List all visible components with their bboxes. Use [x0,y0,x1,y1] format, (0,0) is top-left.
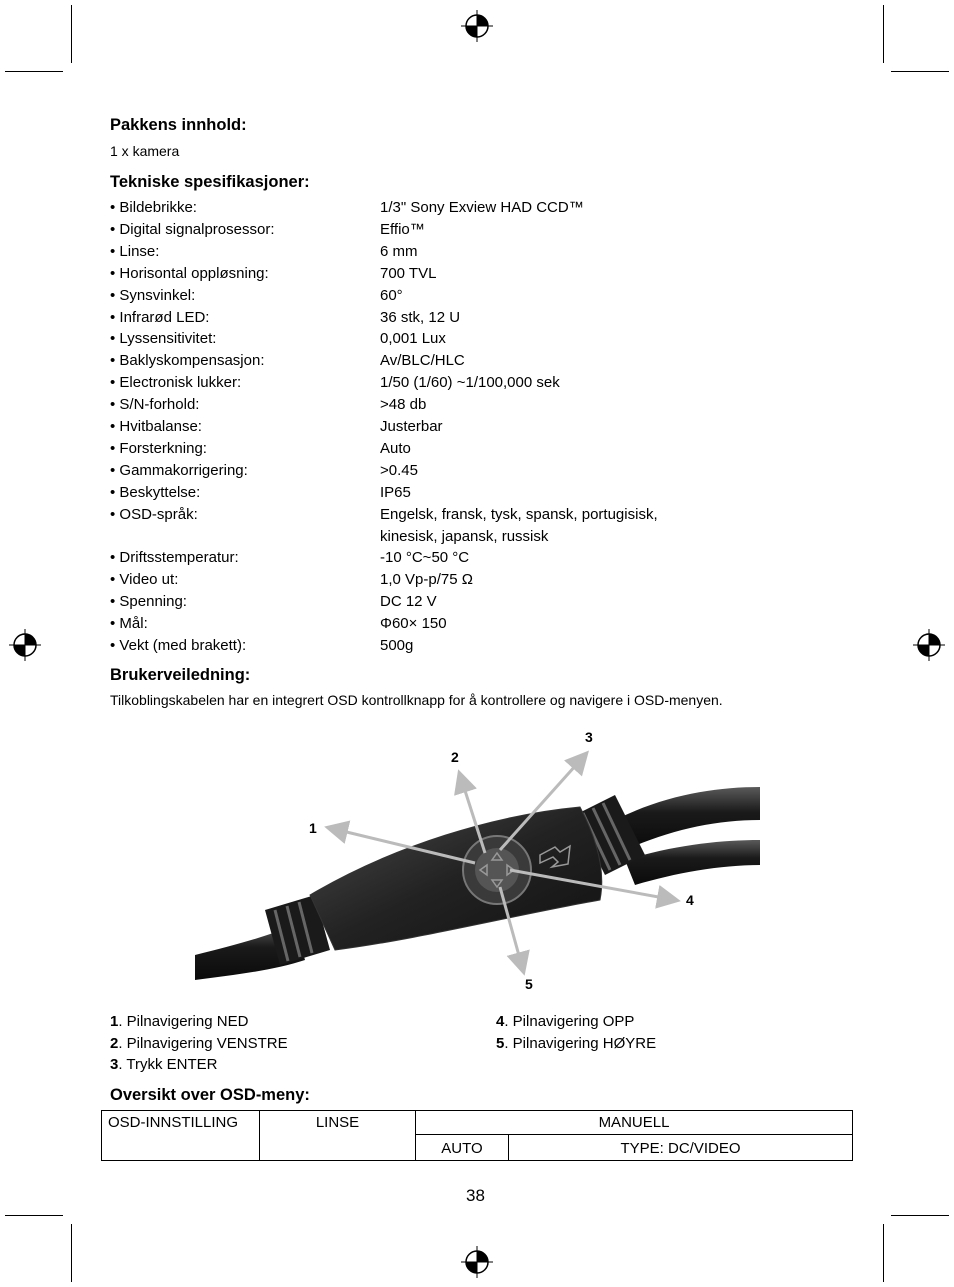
crop-mark [891,71,949,72]
registration-mark-icon [460,9,494,43]
osd-menu-table [101,1110,853,1161]
callout-1: 1 [309,820,317,836]
spec-label: • OSD-språk: [110,505,198,523]
callout-3: 3 [585,729,593,745]
spec-label: • Horisontal oppløsning: [110,264,269,282]
spec-value: >48 db [380,396,427,414]
osd-table-cell: MANUELL [416,1111,853,1135]
spec-label: • Digital signalprosessor: [110,220,275,238]
spec-label: • S/N-forhold: [110,396,200,414]
osd-control-cable-photo [195,725,765,995]
spec-label: • Hvitbalanse: [110,418,202,435]
osd-table-cell: OSD-INNSTILLING [102,1111,260,1161]
crop-mark [5,1215,63,1216]
contents-item: 1 x kamera [110,143,180,159]
registration-mark-icon [460,1245,494,1279]
osd-heading: Oversikt over OSD-meny: [110,1086,310,1104]
spec-value: 60° [380,286,403,304]
spec-value: Φ60× 150 [380,615,447,633]
spec-value: DC 12 V [380,593,437,611]
registration-mark-icon [912,628,946,662]
spec-value: 0,001 Lux [380,330,446,348]
spec-label: • Gammakorrigering: [110,461,248,479]
spec-value: 36 stk, 12 U [380,308,461,326]
callout-4: 4 [686,892,694,908]
spec-value: 1/50 (1/60) ~1/100,000 sek [380,374,560,392]
spec-value: IP65 [380,483,411,501]
crop-mark [891,1215,949,1216]
legend-item: 1. Pilnavigering NED [110,1013,249,1030]
legend-item: 3. Trykk ENTER [110,1056,218,1073]
contents-heading: Pakkens innhold: [110,116,247,134]
osd-table-cell: AUTO [416,1135,509,1161]
specs-heading: Tekniske spesifikasjoner: [110,173,310,191]
spec-value: Av/BLC/HLC [380,352,465,370]
spec-value: kinesisk, japansk, russisk [380,527,549,545]
guide-heading: Brukerveiledning: [110,666,251,684]
spec-label: • Infrarød LED: [110,308,210,326]
callout-2: 2 [451,749,459,765]
spec-label: • Mål: [110,615,148,633]
osd-table-cell: LINSE [260,1111,416,1161]
spec-value: 1,0 Vp-p/75 Ω [380,571,473,589]
page-number: 38 [466,1186,485,1205]
spec-value: Auto [380,439,411,457]
spec-value: 500g [380,637,414,654]
spec-value: Effio™ [380,220,425,238]
spec-label: • Vekt (med brakett): [110,637,247,654]
spec-label: • Linse: [110,242,160,260]
spec-value: 1/3" Sony Exview HAD CCD™ [380,199,584,216]
spec-label: • Electronisk lukker: [110,374,242,392]
spec-value: Justerbar [380,418,443,435]
crop-mark [5,71,63,72]
spec-label: • Baklyskompensasjon: [110,352,265,370]
registration-mark-icon [8,628,42,662]
osd-table-cell: TYPE: DC/VIDEO [509,1135,853,1161]
legend-item: 4. Pilnavigering OPP [496,1013,635,1030]
spec-label: • Lyssensitivitet: [110,330,217,348]
legend-item: 5. Pilnavigering HØYRE [496,1035,657,1052]
spec-label: • Forsterkning: [110,439,207,457]
spec-label: • Video ut: [110,571,179,589]
spec-value: 700 TVL [380,264,437,282]
guide-text: Tilkoblingskabelen har en integrert OSD kontrollknapp for å kontrollere og navigere i OSD-menyen. [110,692,723,708]
spec-label: • Bildebrikke: [110,199,197,216]
spec-label: • Driftsstemperatur: [110,549,239,567]
spec-value: -10 °C~50 °C [380,549,470,567]
spec-label: • Synsvinkel: [110,286,196,304]
crop-mark [883,5,884,63]
legend-item: 2. Pilnavigering VENSTRE [110,1035,288,1052]
spec-label: • Beskyttelse: [110,483,201,501]
spec-value: Engelsk, fransk, tysk, spansk, portugisisk, [380,505,658,523]
callout-5: 5 [525,976,533,992]
spec-label: • Spenning: [110,593,187,611]
spec-value: >0.45 [380,461,418,479]
crop-mark [71,1224,72,1282]
spec-value: 6 mm [380,242,418,260]
crop-mark [71,5,72,63]
crop-mark [883,1224,884,1282]
